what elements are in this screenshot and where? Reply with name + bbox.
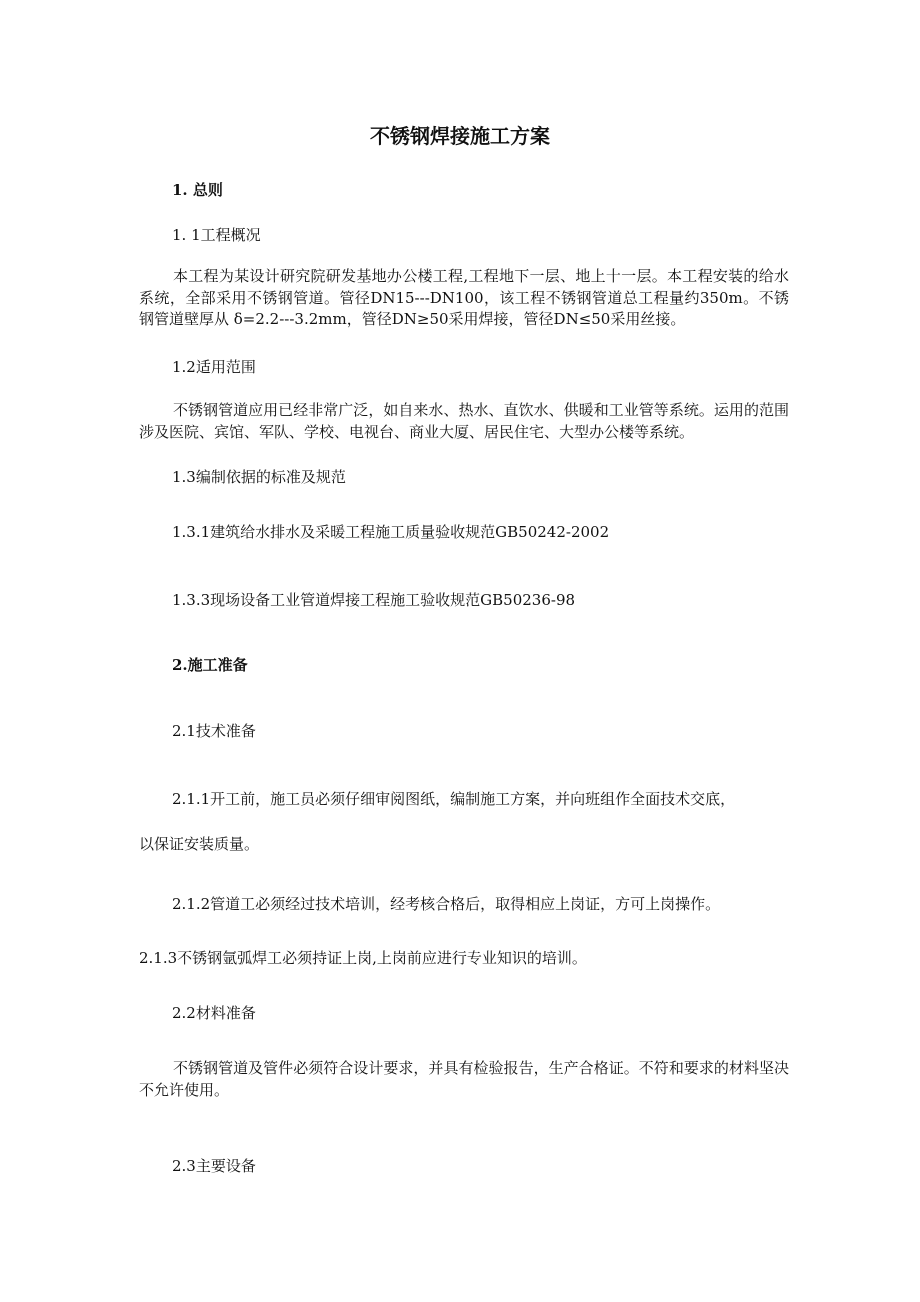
section-2-heading: 2.施工准备 <box>172 656 248 674</box>
section-2-2-heading: 2.2材料准备 <box>172 1004 256 1022</box>
section-1-3-heading: 1.3编制依据的标准及规范 <box>172 468 346 486</box>
section-2-1-1-line-1: 2.1.1开工前，施工员必须仔细审阅图纸，编制施工方案，并向班组作全面技术交底， <box>172 790 736 808</box>
section-2-1-1-line-2: 以保证安装质量。 <box>139 835 260 853</box>
document-title: 不锈钢焊接施工方案 <box>370 124 550 148</box>
section-2-1-heading: 2.1技术准备 <box>172 722 256 740</box>
section-1-1-paragraph: 本工程为某设计研究院研发基地办公楼工程,工程地下一层、地上十一层。本工程安装的给水系统，全部采用不锈钢管道。管径DN15---DN100，该工程不锈钢管道总工程量约350m。不锈钢管道壁厚从 δ=2.2---3.2mm，管径DN≥50采用焊接，管径DN≤50采用丝接。 <box>139 267 789 328</box>
section-1-2-paragraph: 不锈钢管道应用已经非常广泛，如自来水、热水、直饮水、供暖和工业管等系统。运用的范围涉及医院、宾馆、军队、学校、电视台、商业大厦、居民住宅、大型办公楼等系统。 <box>139 401 789 441</box>
section-1-3-3-item: 1.3.3现场设备工业管道焊接工程施工验收规范GB50236-98 <box>172 591 576 609</box>
section-2-2-paragraph: 不锈钢管道及管件必须符合设计要求，并具有检验报告，生产合格证。不符和要求的材料坚决不允许使用。 <box>139 1059 789 1099</box>
section-2-1-2-item: 2.1.2管道工必须经过技术培训，经考核合格后，取得相应上岗证，方可上岗操作。 <box>172 895 721 913</box>
section-1-3-1-item: 1.3.1建筑给水排水及采暖工程施工质量验收规范GB50242-2002 <box>172 523 610 541</box>
section-2-1-3-item: 2.1.3不锈钢氩弧焊工必须持证上岗,上岗前应进行专业知识的培训。 <box>139 949 587 967</box>
section-1-1-heading: 1. 1工程概况 <box>172 226 261 244</box>
section-2-3-heading: 2.3主要设备 <box>172 1157 256 1175</box>
section-1-heading: 1. 总则 <box>172 181 223 199</box>
section-1-2-heading: 1.2适用范围 <box>172 358 256 376</box>
